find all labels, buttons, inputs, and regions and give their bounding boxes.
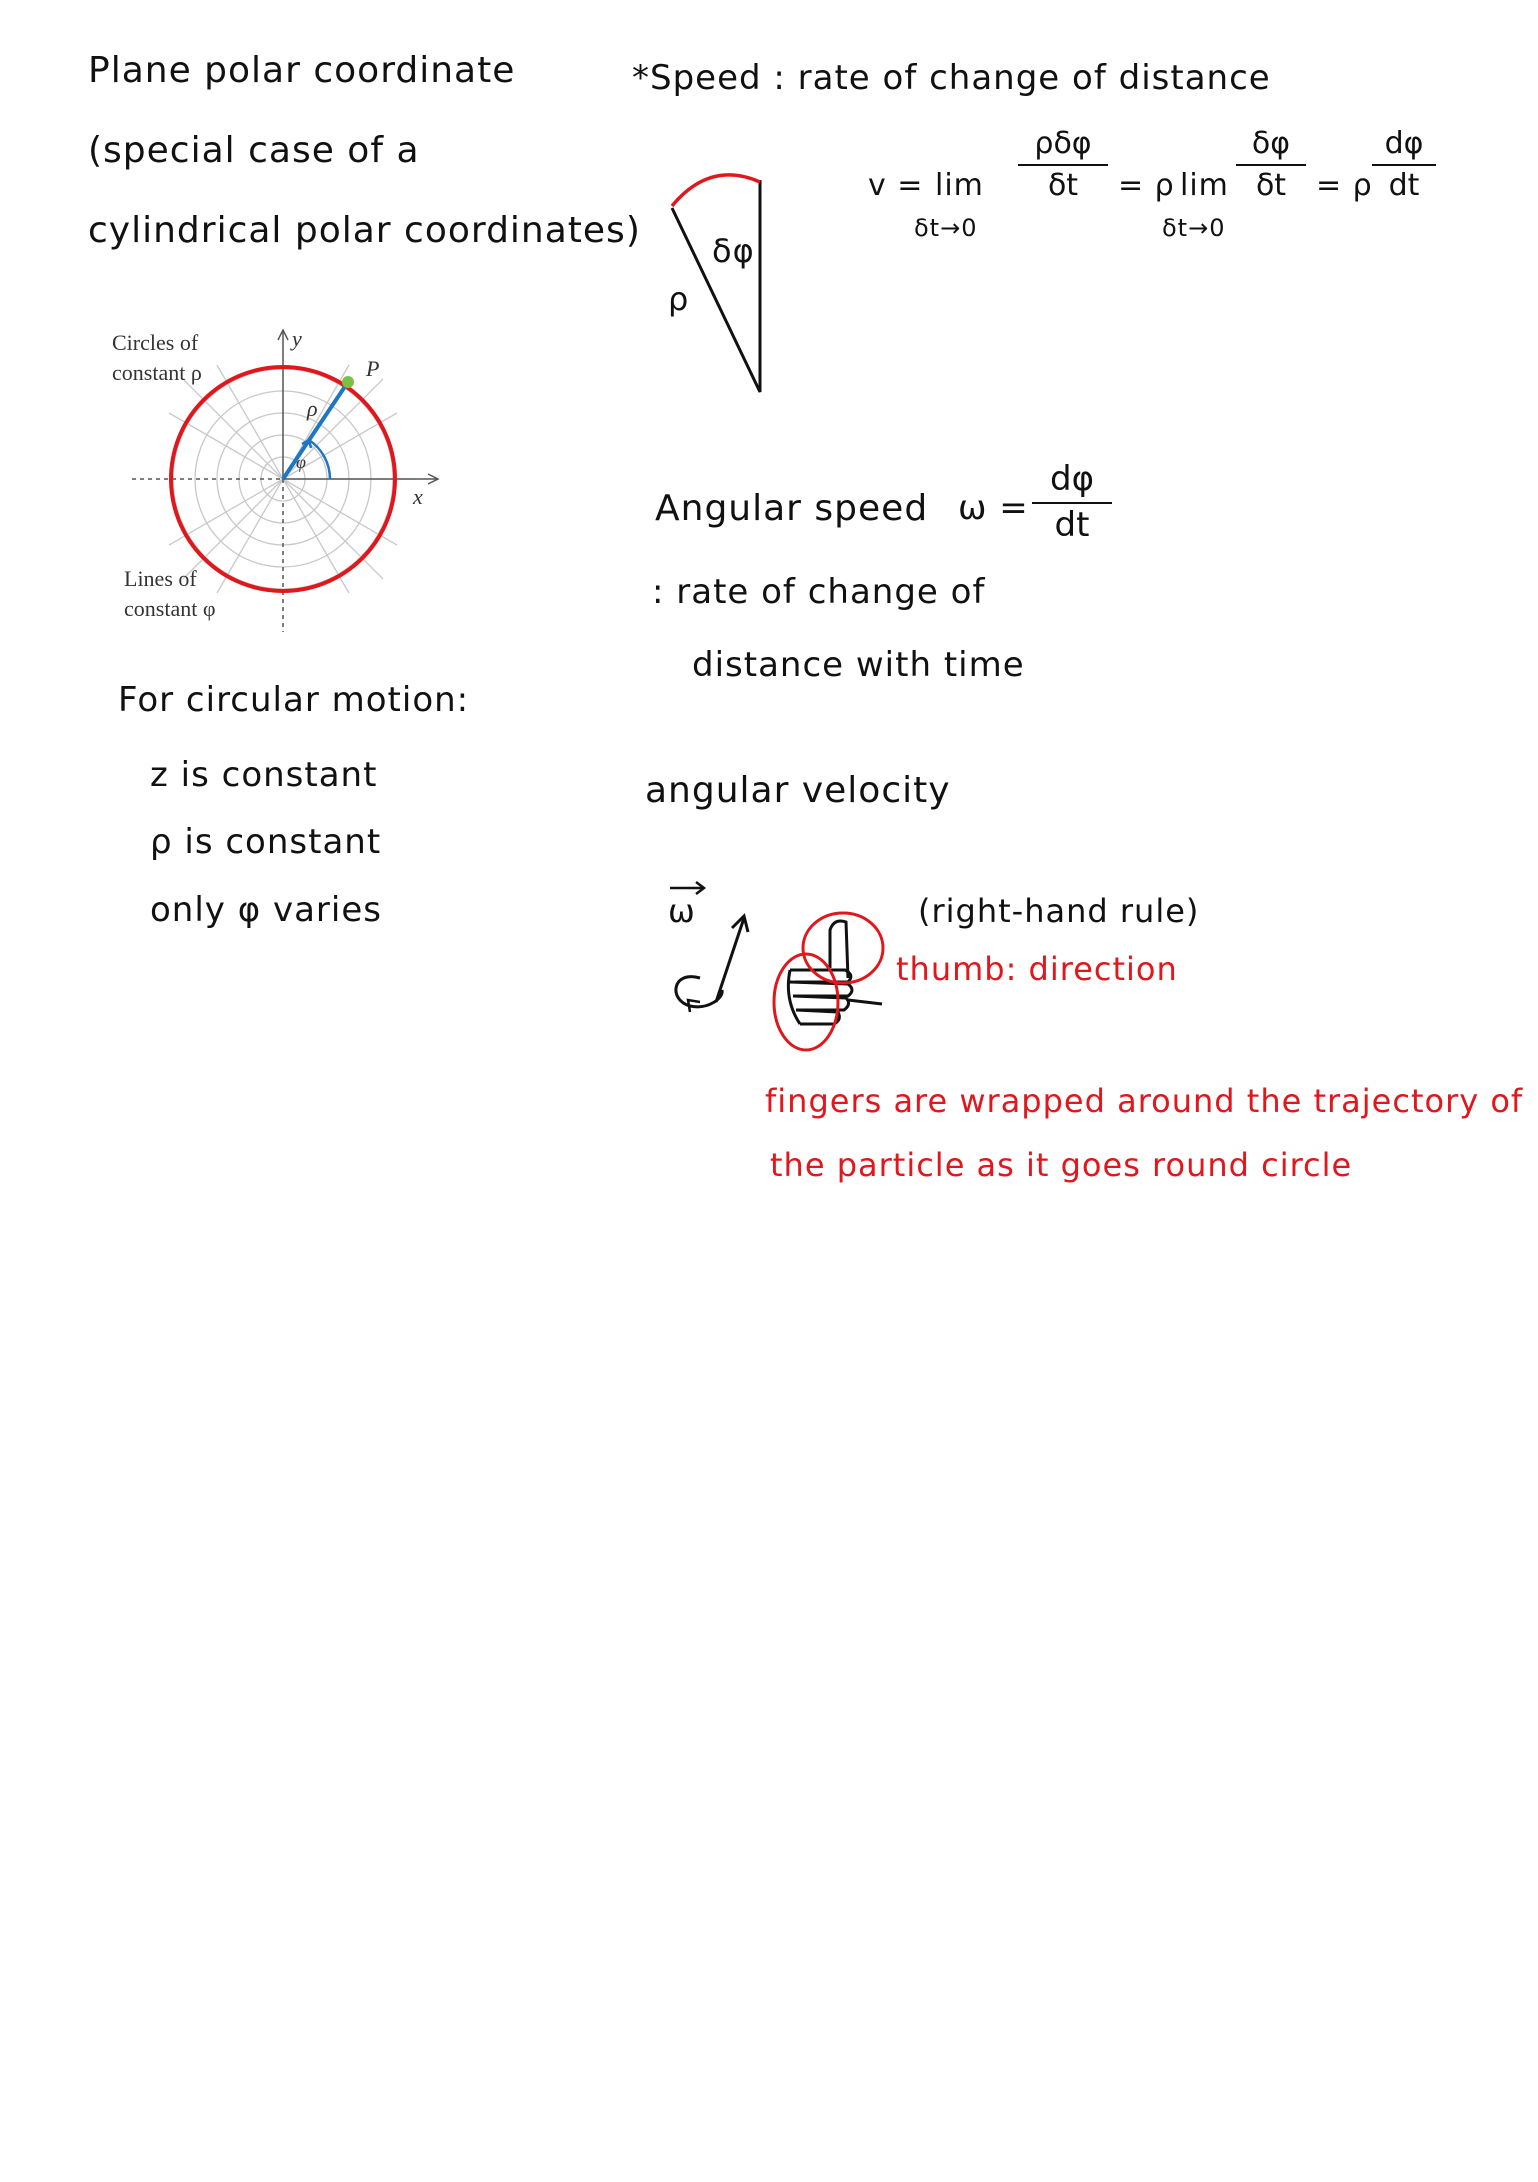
phi-label: φ [296, 452, 306, 472]
speed-eq-lim-2: lim [1180, 168, 1229, 203]
sector-delta-phi: δφ [712, 232, 755, 270]
label-constant-rho: constant ρ [112, 360, 202, 385]
speed-eq-eq3: = ρ [1316, 168, 1373, 203]
speed-eq-frac-1-den: δt [1047, 167, 1079, 203]
label-circles-of: Circles of [112, 330, 199, 355]
angular-speed-desc-1: : rate of change of [652, 572, 986, 612]
omega-axis-arrow [716, 918, 744, 1002]
speed-eq-frac-1-num: ρδφ [1034, 126, 1092, 161]
right-hand-rule-label: (right-hand rule) [918, 892, 1200, 930]
speed-heading: *Speed : rate of change of distance [632, 58, 1271, 98]
sector-rho: ρ [668, 280, 690, 318]
angular-speed-den: dt [1054, 504, 1090, 545]
label-constant-phi: constant φ [124, 596, 216, 621]
title-line-3: cylindrical polar coordinates) [88, 210, 641, 251]
title-line-2: (special case of a [88, 130, 420, 171]
speed-eq-eq2: = ρ [1118, 168, 1175, 203]
speed-eq-v: v = [868, 168, 924, 203]
fingers-note-line-1: fingers are wrapped around the trajectory of [765, 1082, 1524, 1120]
axis-y-label: y [292, 326, 302, 351]
speed-eq-frac-2-num: δφ [1251, 126, 1291, 161]
speed-eq-frac-2-den: δt [1255, 167, 1287, 203]
thumb-highlight-circle [803, 913, 883, 983]
speed-eq-frac-3-den: dt [1388, 167, 1420, 203]
axis-x-label: x [413, 484, 423, 509]
angular-velocity-heading: angular velocity [645, 770, 951, 811]
title-line-1: Plane polar coordinate [88, 50, 516, 91]
angular-speed-desc-2: distance with time [692, 645, 1025, 685]
angular-speed-num: dφ [1049, 459, 1094, 499]
fingers-highlight-circle [774, 954, 838, 1050]
speed-eq-frac-3-num: dφ [1384, 126, 1424, 161]
label-lines-of: Lines of [124, 566, 197, 591]
thumbs-up-hand-icon [788, 921, 882, 1024]
circular-motion-line-3: only φ varies [150, 890, 382, 930]
angular-speed-omega: ω = [958, 488, 1029, 528]
angular-speed-heading: Angular speed [655, 488, 929, 529]
circular-motion-line-1: z is constant [150, 755, 378, 795]
rho-label: ρ [307, 396, 318, 421]
speed-eq-lim-sub-2: δt→0 [1162, 214, 1226, 242]
omega-vector-symbol: ω [668, 892, 696, 930]
fingers-note-line-2: the particle as it goes round circle [770, 1146, 1353, 1184]
circular-motion-line-2: ρ is constant [150, 822, 382, 862]
speed-eq-lim-sub-1: δt→0 [914, 214, 978, 242]
circular-motion-heading: For circular motion: [118, 680, 470, 720]
speed-eq-lim-1: lim [935, 168, 984, 203]
thumb-direction-note: thumb: direction [896, 950, 1178, 988]
point-p-label: P [366, 356, 380, 381]
